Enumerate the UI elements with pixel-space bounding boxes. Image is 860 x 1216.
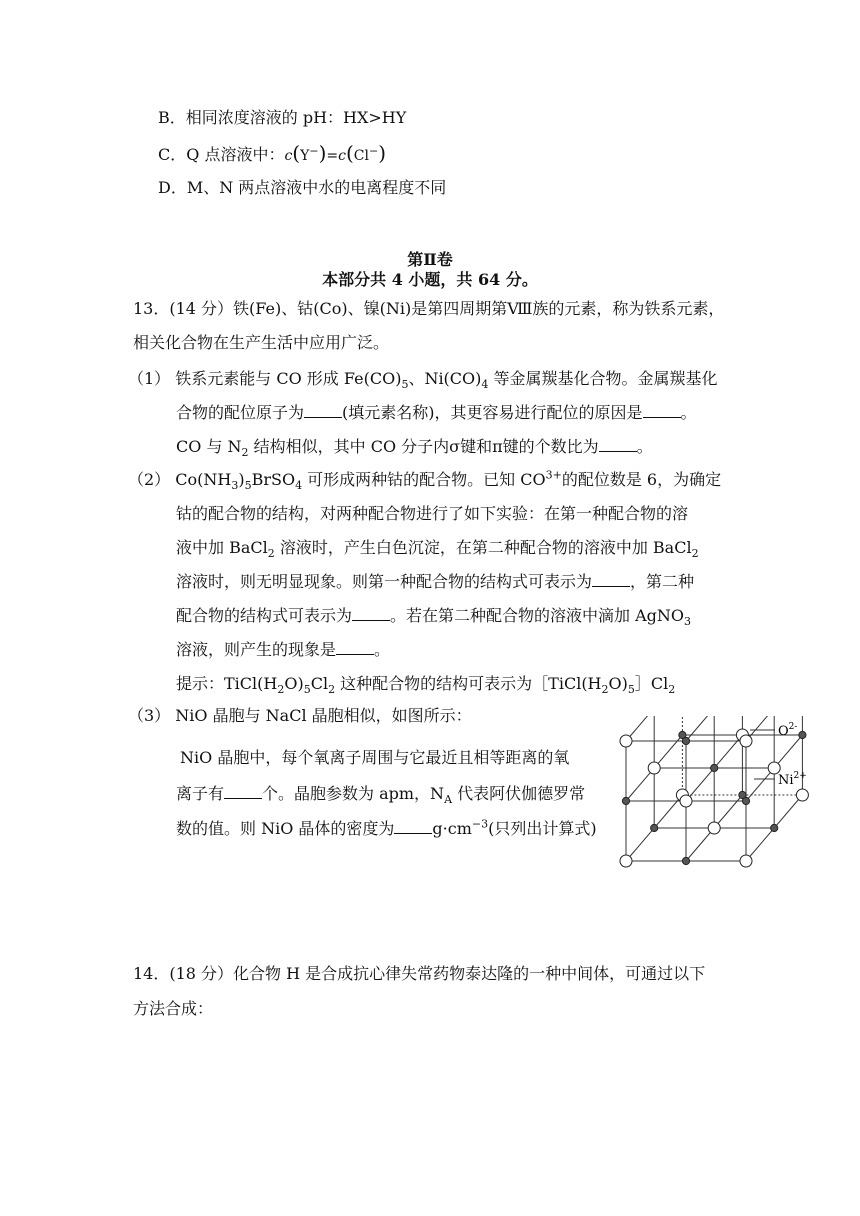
part-number: （3） bbox=[128, 706, 171, 725]
oxygen-ion-atom bbox=[796, 789, 808, 801]
ion-cl: Cl bbox=[353, 148, 369, 164]
q14-line-2: 方法合成： bbox=[133, 999, 214, 1018]
subscript: 4 bbox=[481, 378, 489, 392]
text: ) bbox=[238, 470, 245, 489]
q13-part2-line5 bbox=[176, 605, 691, 627]
oxygen-ion-atom bbox=[740, 855, 752, 867]
ion-y: Y bbox=[300, 148, 310, 164]
subscript: 3 bbox=[231, 479, 239, 493]
subscript: 5 bbox=[303, 683, 311, 697]
option-d: D．M、N 两点溶液中水的电离程度不同 bbox=[158, 178, 447, 197]
q13-part1-line3 bbox=[176, 436, 653, 458]
text: NiO 晶胞与 NaCl 晶胞相似，如图所示： bbox=[170, 706, 472, 725]
nickel-ion-atom bbox=[799, 731, 806, 738]
text: (只列出计算式) bbox=[488, 819, 597, 838]
option-b: B．相同浓度溶液的 pH：HX>HY bbox=[158, 108, 407, 127]
superscript: −3 bbox=[471, 817, 489, 831]
concentration-symbol: c bbox=[284, 148, 293, 164]
q13-line-1: 13．(14 分）铁(Fe)、钴(Co)、镍(Ni)是第四周期第Ⅷ族的元素，称为铁系元素， bbox=[133, 299, 725, 318]
text: g·cm bbox=[432, 819, 472, 838]
q13-part2-line6 bbox=[176, 639, 390, 661]
subscript: 5 bbox=[401, 378, 409, 392]
nickel-ion-atom bbox=[771, 824, 778, 831]
text: O) bbox=[608, 674, 628, 693]
label-oxygen-ion: $O^{2-}$ bbox=[778, 722, 798, 739]
subscript: 2 bbox=[691, 547, 699, 561]
q13-part2-line1 bbox=[128, 469, 721, 491]
nickel-ion-atom bbox=[742, 797, 749, 804]
q13-part2-line3 bbox=[176, 537, 699, 559]
ion-y-charge: − bbox=[309, 144, 319, 158]
q13-part3-line4 bbox=[176, 818, 597, 840]
equals-sign: = bbox=[326, 148, 339, 164]
q13-part3-line2: NiO 晶胞中，每个氧离子周围与它最近且相等距离的氧 bbox=[180, 748, 570, 767]
subscript: A bbox=[444, 793, 453, 807]
text: Co(NH bbox=[170, 470, 232, 489]
oxygen-ion-atom bbox=[620, 855, 632, 867]
section-subtitle: 本部分共 4 小题，共 64 分。 bbox=[322, 270, 538, 289]
text: 可形成两种钴的配合物。已知 CO bbox=[302, 470, 546, 489]
q13-part2-line4 bbox=[176, 571, 694, 593]
q13-part1-line2 bbox=[176, 402, 697, 424]
text: 。 bbox=[374, 640, 391, 659]
text: O) bbox=[284, 674, 304, 693]
text: 铁系元素能与 CO 形成 Fe(CO) bbox=[170, 369, 402, 388]
nickel-ion-atom bbox=[622, 797, 629, 804]
subscript: 5 bbox=[244, 479, 252, 493]
text: 数的值。则 NiO 晶体的密度为 bbox=[176, 819, 395, 838]
text: ，第二种 bbox=[630, 572, 695, 591]
subscript: 2 bbox=[601, 683, 609, 697]
subscript: 2 bbox=[668, 683, 676, 697]
option-c-prefix: C．Q 点溶液中： bbox=[158, 145, 285, 164]
text: (填元素名称)，其更容易进行配位的原因是 bbox=[342, 403, 643, 422]
answer-blank[interactable] bbox=[592, 572, 630, 587]
answer-blank[interactable] bbox=[304, 403, 342, 418]
text: CO 与 N bbox=[176, 437, 242, 456]
text: 提示：TiCl(H bbox=[176, 674, 278, 693]
q13-part2-line2: 钴的配合物的结构，对两种配合物进行了如下实验：在第一种配合物的溶 bbox=[176, 504, 689, 523]
text: ］Cl bbox=[634, 674, 669, 693]
answer-blank[interactable] bbox=[643, 403, 681, 418]
q13-part3-line3 bbox=[176, 783, 585, 805]
text: 溶液时，则无明显现象。则第一种配合物的结构式可表示为 bbox=[176, 572, 593, 591]
section-title: 第Ⅱ卷 bbox=[407, 250, 453, 269]
text: 这种配合物的结构可表示为［TiCl(H bbox=[335, 674, 602, 693]
subscript: 2 bbox=[267, 547, 275, 561]
text: 配合物的结构式可表示为 bbox=[176, 606, 353, 625]
oxygen-ion-atom bbox=[620, 735, 632, 747]
oxygen-ion-atom bbox=[680, 795, 692, 807]
answer-blank[interactable] bbox=[224, 784, 262, 799]
text: 溶液，则产生的现象是 bbox=[176, 640, 337, 659]
nio-crystal-cell-diagram bbox=[612, 716, 822, 876]
nickel-ion-atom bbox=[682, 857, 689, 864]
text: 溶液时，产生白色沉淀，在第二种配合物的溶液中加 BaCl bbox=[274, 538, 692, 557]
subscript: 2 bbox=[241, 446, 249, 460]
option-c-formula: c(Y−)=c(Cl−) bbox=[284, 141, 387, 165]
oxygen-ion-atom bbox=[708, 822, 720, 834]
label-nickel-ion: $Ni^{2+}$ bbox=[778, 771, 807, 788]
text: 。若在第二种配合物的溶液中滴加 AgNO bbox=[390, 606, 685, 625]
concentration-symbol-2: c bbox=[338, 148, 346, 164]
answer-blank[interactable] bbox=[394, 819, 432, 834]
subscript: 5 bbox=[627, 683, 635, 697]
part-number: （1） bbox=[128, 369, 171, 388]
q13-part3-line1 bbox=[128, 705, 472, 727]
part-number: （2） bbox=[128, 470, 171, 489]
q13-part1-line1 bbox=[128, 368, 718, 390]
text: 代表阿伏伽德罗常 bbox=[452, 784, 586, 803]
subscript: 2 bbox=[277, 683, 285, 697]
nickel-ion-atom bbox=[711, 764, 718, 771]
text: 液中加 BaCl bbox=[176, 538, 268, 557]
nickel-ion-atom bbox=[682, 737, 689, 744]
text: 结构相似，其中 CO 分子内σ键和π键的个数比为 bbox=[248, 437, 599, 456]
text: 、Ni(CO) bbox=[408, 369, 482, 388]
text: Cl bbox=[310, 674, 329, 693]
text: 。 bbox=[680, 403, 697, 422]
cell-edges bbox=[626, 716, 802, 861]
nickel-ion-atom bbox=[651, 824, 658, 831]
superscript: 3+ bbox=[545, 468, 562, 482]
q13-line-2: 相关化合物在生产生活中应用广泛。 bbox=[133, 333, 390, 352]
text: 等金属羰基化合物。金属羰基化 bbox=[488, 369, 718, 388]
text: 离子有 bbox=[176, 784, 225, 803]
text: 个。晶胞参数为 apm，N bbox=[262, 784, 445, 803]
oxygen-ion-atom bbox=[740, 735, 752, 747]
text: 合物的配位原子为 bbox=[176, 403, 305, 422]
subscript: 3 bbox=[684, 615, 692, 629]
option-c bbox=[158, 142, 386, 167]
text: BrSO bbox=[251, 470, 296, 489]
text: 的配位数是 6，为确定 bbox=[561, 470, 722, 489]
subscript: 4 bbox=[295, 479, 303, 493]
answer-blank[interactable] bbox=[599, 437, 637, 452]
answer-blank[interactable] bbox=[336, 640, 374, 655]
answer-blank[interactable] bbox=[352, 606, 390, 621]
subscript: 2 bbox=[328, 683, 336, 697]
text: 。 bbox=[636, 437, 653, 456]
q14-line-1: 14．(18 分）化合物 H 是合成抗心律失常药物泰达隆的一种中间体，可通过以下 bbox=[133, 964, 706, 983]
oxygen-ion-atom bbox=[648, 762, 660, 774]
ion-cl-charge: − bbox=[368, 144, 379, 158]
q13-part2-hint bbox=[176, 673, 675, 695]
